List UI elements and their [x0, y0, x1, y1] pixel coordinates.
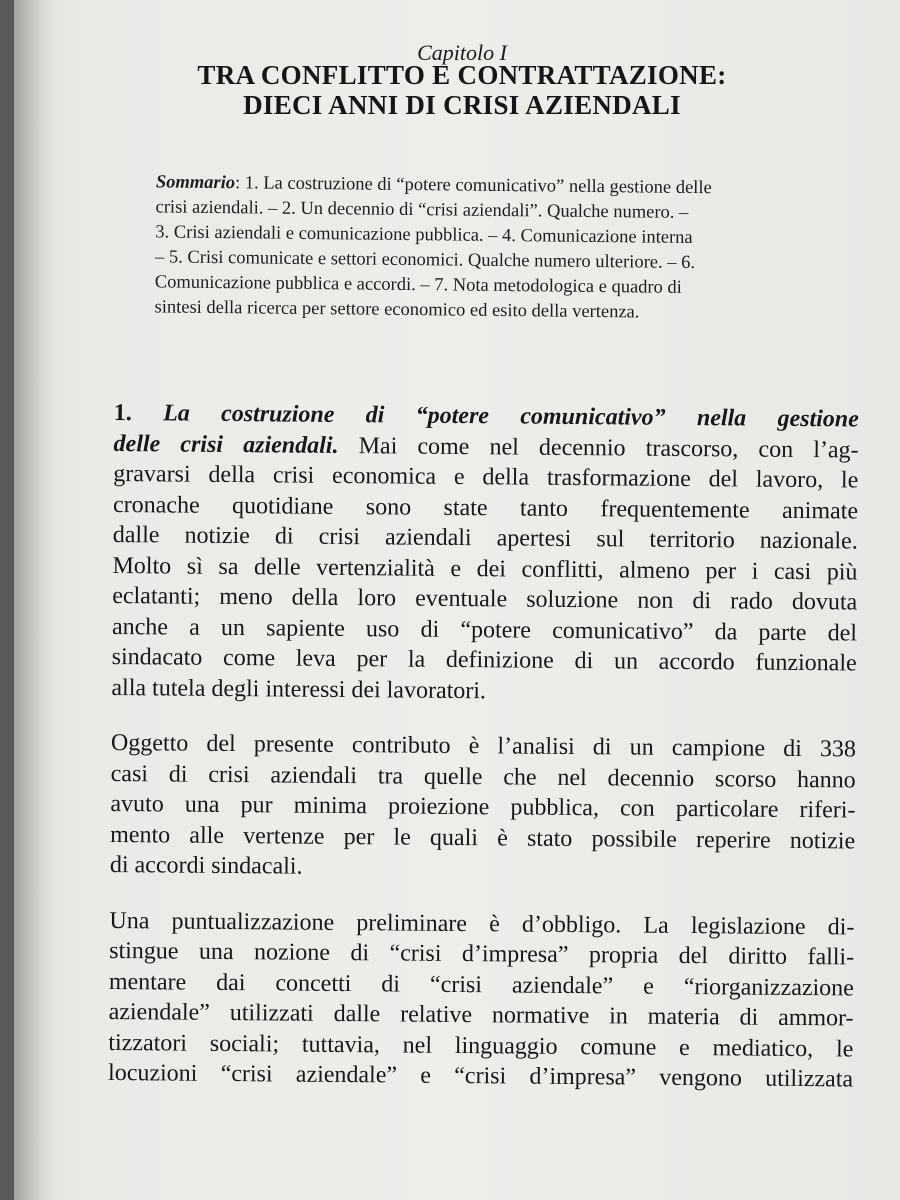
summary-line: Comunicazione pubblica e accordi. – 7. Nota metodologica e quadro di — [154, 272, 682, 298]
paragraph-line: locuzioni “crisi aziendale” e “crisi d’impresa” vengono utilizzata — [107, 1059, 854, 1093]
paragraph-line: Una puntualizzazione preliminare è d’obbligo. La legislazione di- — [109, 907, 855, 940]
paragraph-line: stingue una nozione di “crisi d’impresa” propria del diritto falli- — [109, 937, 855, 971]
chapter-label: Capitolo I — [417, 40, 507, 65]
paragraph-line: cronache quotidiane sono state tanto frequentemente animate — [112, 491, 859, 524]
paragraph-text: Mai come nel decennio trascorso, con l’ag- — [338, 432, 859, 463]
section-number: 1. — [113, 399, 132, 427]
paragraph-line: casi di crisi aziendali tra quelle che nel decennio scorso hanno — [110, 760, 856, 793]
summary-line: – 5. Crisi comunicate e settori economici. Qualche numero ulteriore. – 6. — [154, 247, 696, 274]
paragraph-line: tizzatori sociali; tuttavia, nel linguaggio comune e mediatico, le — [108, 1029, 854, 1062]
chapter-summary — [117, 170, 819, 327]
paragraph-line: anche a un sapiente uso di “potere comunicativo” da parte del — [111, 613, 858, 646]
chapter-title-line: DIECI ANNI DI CRISI AZIENDALI — [243, 90, 681, 120]
paragraph-line: di accordi sindacali. — [109, 851, 303, 880]
summary-line: sintesi della ricerca per settore economico ed esito della vertenza. — [154, 297, 640, 323]
paragraph-line: eclatanti; meno della loro eventuale soluzione non di rado dovuta — [112, 582, 858, 616]
paragraph-line: sindacato come leva per la definizione di un accordo funzionale — [111, 643, 857, 677]
paragraph-line: Molto sì sa delle vertenzialità e dei conflitti, almeno per i casi più — [112, 552, 858, 585]
paragraph-line: avuto una pur minima proiezione pubblica, con particolare riferi- — [110, 790, 856, 824]
body-text — [108, 398, 859, 1120]
paragraph-line: alla tutela degli interessi dei lavoratori. — [111, 674, 487, 704]
page-gutter-shadow — [14, 0, 54, 1200]
paragraph-line: dalle notizie di crisi aziendali apertesi sul territorio nazionale. — [112, 521, 858, 555]
section-heading: La costruzione di “potere comunicativo” nella gestione — [163, 400, 859, 433]
chapter-title-line: TRA CONFLITTO E CONTRATTAZIONE: — [197, 60, 727, 90]
book-page — [14, 0, 900, 1200]
paragraph-line: gravarsi della crisi economica e della trasformazione del lavoro, le — [113, 460, 859, 494]
summary-line: 3. Crisi aziendali e comunicazione pubblica. – 4. Comunicazione interna — [155, 222, 693, 249]
summary-text: : 1. La costruzione di “potere comunicativo” nella gestione delle — [234, 173, 712, 199]
paragraph-2 — [110, 728, 856, 887]
paragraph-3 — [108, 905, 855, 1094]
section-1-paragraph — [111, 398, 859, 709]
paragraph-line: aziendale” utilizzati dalle relative normative in materia di ammor- — [108, 998, 854, 1032]
paragraph-line: Oggetto del presente contributo è l’analisi di un campione di 338 — [110, 729, 857, 763]
section-heading-continued: delle crisi aziendali. — [113, 430, 339, 459]
chapter-title — [14, 60, 900, 120]
paragraph-line: mento alle vertenze per le quali è stato possibile reperire notizie — [110, 821, 856, 854]
paragraph-line: mentare dai concetti di “crisi aziendale” e “riorganizzazione — [108, 968, 854, 1001]
summary-line: crisi aziendali. – 2. Un decennio di “crisi aziendali”. Qualche numero. – — [155, 197, 689, 223]
summary-label: Sommario — [155, 172, 236, 194]
